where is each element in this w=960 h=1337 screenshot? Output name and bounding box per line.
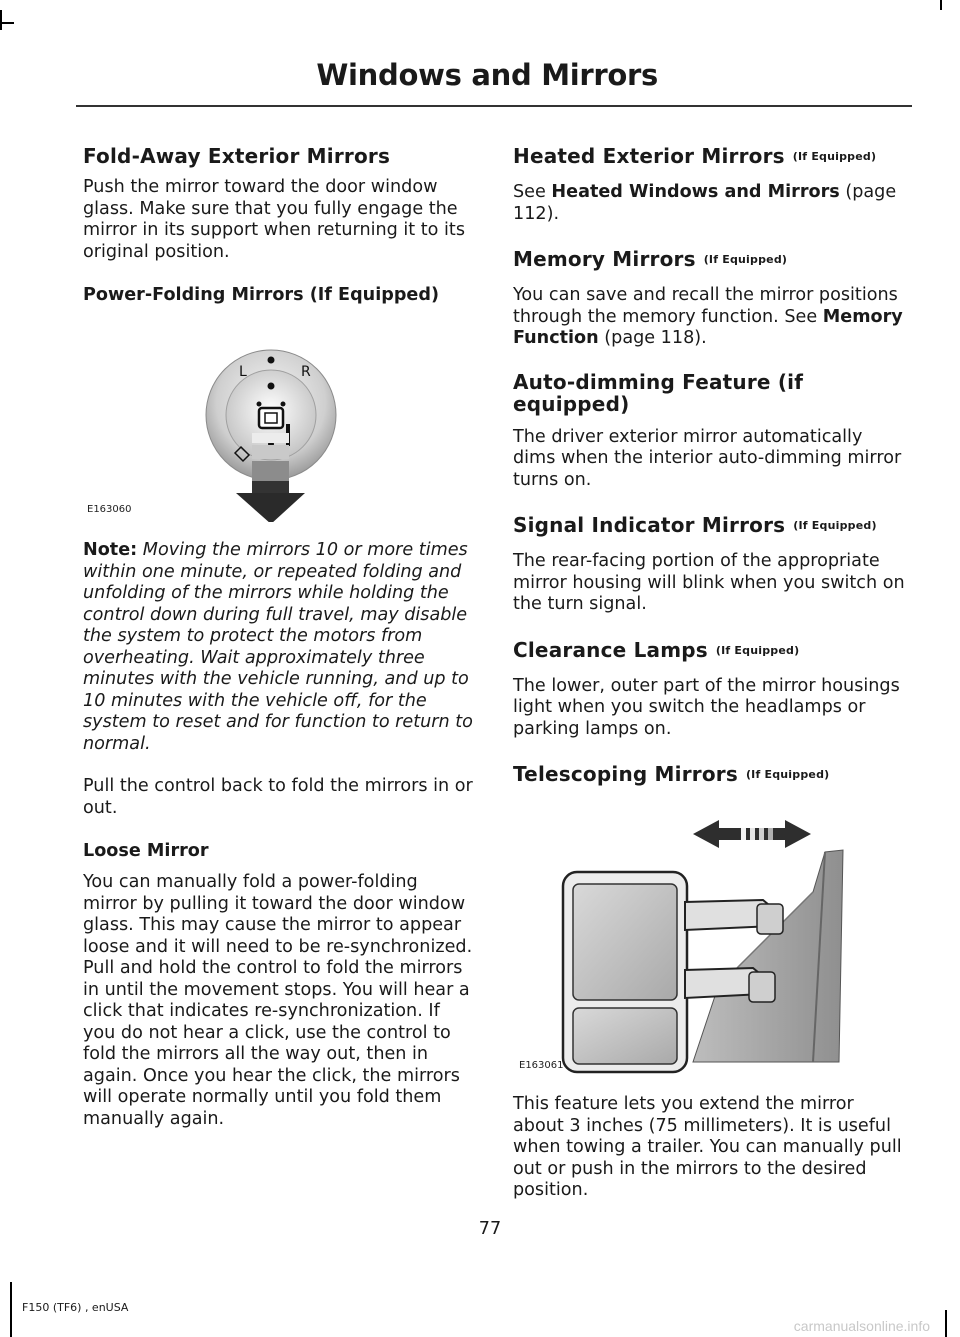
right-mirror-label: R bbox=[301, 364, 311, 380]
heated-windows-link[interactable]: Heated Windows and Mirrors bbox=[551, 182, 840, 202]
left-column bbox=[83, 143, 475, 1151]
power-fold-control-figure bbox=[83, 312, 475, 522]
mirror-control-knob-illustration bbox=[83, 312, 475, 522]
crop-mark bbox=[945, 1310, 947, 1337]
see-text: See bbox=[513, 182, 546, 202]
clearance-heading-text: Clearance Lamps bbox=[513, 637, 708, 662]
signal-heading bbox=[513, 512, 909, 539]
page-number: 77 bbox=[478, 1219, 502, 1239]
telescoping-heading-text: Telescoping Mirrors bbox=[513, 762, 738, 786]
header-rule bbox=[76, 105, 912, 107]
power-folding-heading: Power-Folding Mirrors (If Equipped) bbox=[83, 285, 439, 305]
telescoping-mirror-figure bbox=[513, 792, 909, 1082]
page-ref: (page 112). bbox=[513, 182, 897, 224]
loose-mirror-body: You can manually fold a power-folding mirror by pulling it toward the door window glass. This may cause the mirror to appear loose and it will need to be re-synchronized. Pull and hold the control to fold the mirrors in until the movement stops. You will hear a click that indicates re-synchronization. If you do not hear a click, use the control to fold the mirrors all the way out, then in again. Once you hear the click, the mirrors will operate normally until you fold them manually again. bbox=[83, 872, 473, 1129]
heated-heading bbox=[513, 143, 909, 170]
if-equipped-tag: (If Equipped) bbox=[792, 150, 877, 163]
memory-heading bbox=[513, 246, 909, 273]
left-mirror-label: L bbox=[239, 364, 247, 380]
note-text: Moving the mirrors 10 or more times within one minute, or repeated folding and unfolding of the mirrors while holding the control down during full travel, may disable the system to protect the motors from overheating. Wait approximately three minutes with the vehicle running, and up to 10 minutes with the vehicle off, for the system to reset and for function to return to normal. bbox=[83, 540, 473, 754]
watermark: carmanualsonline.info bbox=[793, 1318, 930, 1334]
power-folding-body: Pull the control back to fold the mirrors in or out. bbox=[83, 776, 473, 818]
telescoping-body: This feature lets you extend the mirror about 3 inches (75 millimeters). It is useful when towing a trailer. You can manually pull out or push in the mirrors to the desired position. bbox=[513, 1094, 902, 1200]
telescoping-heading bbox=[513, 761, 909, 788]
document-id: F150 (TF6) , enUSA bbox=[22, 1301, 129, 1314]
note-label: Note: bbox=[83, 540, 138, 560]
crop-mark bbox=[0, 22, 14, 24]
signal-heading-text: Signal Indicator Mirrors bbox=[513, 513, 786, 537]
telescoping-mirror-illustration bbox=[513, 792, 909, 1082]
auto-dimming-heading: Auto-dimming Feature (if equipped) bbox=[513, 369, 804, 416]
memory-body bbox=[513, 285, 909, 350]
clearance-heading bbox=[513, 637, 909, 664]
page-title: Windows and Mirrors bbox=[316, 58, 658, 92]
right-column bbox=[513, 143, 909, 1223]
power-folding-note bbox=[83, 540, 475, 755]
crop-mark bbox=[0, 10, 2, 30]
memory-function-link[interactable]: Memory Function bbox=[513, 306, 903, 348]
if-equipped-tag: (If Equipped) bbox=[793, 519, 877, 532]
memory-heading-text: Memory Mirrors bbox=[513, 247, 696, 271]
crop-mark bbox=[940, 0, 942, 10]
auto-dimming-body: The driver exterior mirror automatically dims when the interior auto-dimming mirror turns on. bbox=[513, 426, 902, 490]
figure-code: E163061 bbox=[519, 1060, 564, 1071]
figure-code: E163060 bbox=[87, 504, 132, 515]
memory-body-text: You can save and recall the mirror positions through the memory function. See bbox=[513, 285, 898, 327]
fold-away-body: Push the mirror toward the door window glass. Make sure that you fully engage the mirror in its support when returning it to its original position. bbox=[83, 177, 465, 262]
if-equipped-tag: (If Equipped) bbox=[703, 253, 788, 266]
clearance-body: The lower, outer part of the mirror housings light when you switch the headlamps or parking lamps on. bbox=[513, 675, 900, 739]
page-ref: (page 118). bbox=[604, 328, 707, 348]
fold-away-heading: Fold-Away Exterior Mirrors bbox=[83, 144, 391, 168]
if-equipped-tag: (If Equipped) bbox=[715, 643, 800, 657]
if-equipped-tag: (If Equipped) bbox=[745, 768, 830, 781]
heated-heading-text: Heated Exterior Mirrors bbox=[513, 144, 785, 168]
loose-mirror-heading: Loose Mirror bbox=[83, 841, 209, 861]
heated-body bbox=[513, 182, 909, 225]
signal-body: The rear-facing portion of the appropriate mirror housing will blink when you switch on the turn signal. bbox=[513, 551, 905, 614]
crop-mark bbox=[10, 1282, 12, 1337]
